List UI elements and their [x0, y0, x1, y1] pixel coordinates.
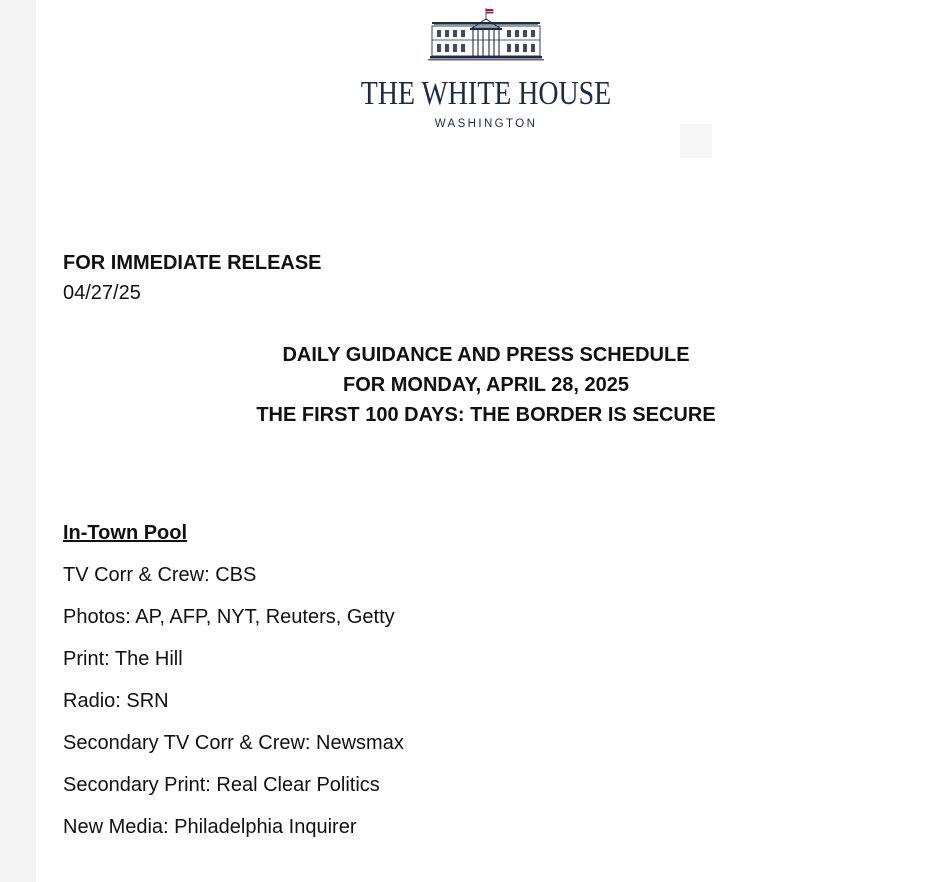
- pool-item-photos: Photos: AP, AFP, NYT, Reuters, Getty: [63, 606, 395, 628]
- letterhead: [36, 0, 936, 140]
- letterhead-subtitle: WASHINGTON: [434, 118, 538, 130]
- pool-heading: In-Town Pool: [63, 522, 188, 544]
- release-date: 04/27/25: [63, 282, 141, 304]
- pool-item-new-media: New Media: Philadelphia Inquirer: [63, 816, 357, 838]
- headline-line-2: FOR MONDAY, APRIL 28, 2025: [342, 374, 630, 396]
- faint-artifact: [680, 124, 712, 158]
- document-page: [36, 0, 936, 882]
- pool-item-secondary-tv: Secondary TV Corr & Crew: Newsmax: [63, 732, 404, 754]
- white-house-building-icon: [428, 8, 544, 62]
- pool-item-secondary-print: Secondary Print: Real Clear Politics: [63, 774, 380, 796]
- headline-line-1: DAILY GUIDANCE AND PRESS SCHEDULE: [282, 344, 690, 366]
- pool-list: [63, 562, 404, 856]
- pool-item-print: Print: The Hill: [63, 648, 183, 670]
- pool-item-tv: TV Corr & Crew: CBS: [63, 564, 257, 586]
- pool-item-radio: Radio: SRN: [63, 690, 169, 712]
- letterhead-title: THE WHITE HOUSE: [360, 75, 612, 112]
- headline-line-3: THE FIRST 100 DAYS: THE BORDER IS SECURE: [256, 404, 716, 426]
- release-label: FOR IMMEDIATE RELEASE: [63, 252, 322, 274]
- headline: [36, 340, 936, 430]
